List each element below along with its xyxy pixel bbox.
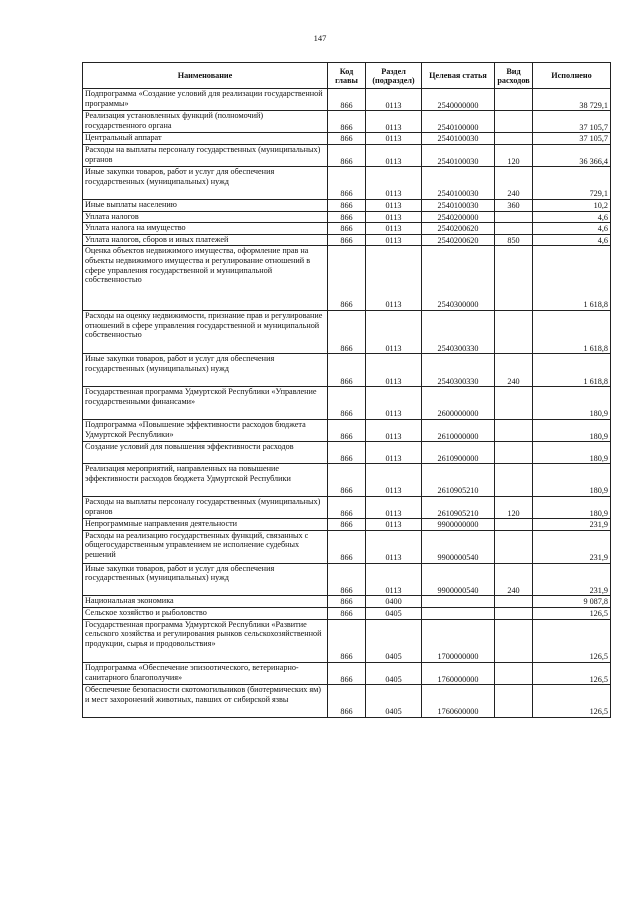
row-razdel-cell: 0405 [366,608,422,620]
row-celevaya-cell: 2540200620 [422,223,495,235]
row-celevaya-cell: 2540300330 [422,310,495,353]
table-body [83,89,611,718]
row-vid-cell [495,133,533,145]
row-celevaya-cell: 9900000000 [422,519,495,531]
table-row [83,563,611,596]
table-row [83,144,611,166]
row-celevaya-cell: 9900000540 [422,530,495,563]
row-celevaya-cell: 2600000000 [422,387,495,420]
row-vid-cell [495,619,533,662]
row-razdel-cell: 0113 [366,199,422,211]
row-name-cell: Иные выплаты населению [83,199,328,211]
row-vid-cell [495,111,533,133]
row-celevaya-cell: 1760600000 [422,685,495,718]
row-celevaya-cell: 2610905210 [422,464,495,497]
row-vid-cell [495,663,533,685]
row-ispolneno-cell: 231,9 [533,519,611,531]
row-ispolneno-cell: 9 087,8 [533,596,611,608]
table-row [83,464,611,497]
row-kod-cell: 866 [328,519,366,531]
row-celevaya-cell: 1700000000 [422,619,495,662]
row-name-cell: Расходы на реализацию государственных функций, связанных с общегосударственным управлением не исполнение судебных решений [83,530,328,563]
row-ispolneno-cell: 180,9 [533,387,611,420]
row-razdel-cell: 0405 [366,619,422,662]
row-celevaya-cell: 2540000000 [422,89,495,111]
row-ispolneno-cell: 37 105,7 [533,111,611,133]
row-name-cell: Расходы на оценку недвижимости, признание прав и регулирование отношений в сфере управления государственной и муниципальной собственностью [83,310,328,353]
row-celevaya-cell [422,596,495,608]
row-name-cell: Государственная программа Удмуртской Республики «Управление государственными финансами» [83,387,328,420]
row-celevaya-cell: 2540100030 [422,144,495,166]
row-kod-cell: 866 [328,464,366,497]
table-row [83,310,611,353]
table-row [83,111,611,133]
row-name-cell: Центральный аппарат [83,133,328,145]
row-vid-cell [495,211,533,223]
row-vid-cell [495,223,533,235]
row-celevaya-cell: 1760000000 [422,663,495,685]
row-vid-cell [495,685,533,718]
row-razdel-cell: 0113 [366,144,422,166]
row-ispolneno-cell: 126,5 [533,619,611,662]
row-kod-cell: 866 [328,663,366,685]
table-header-row [83,63,611,89]
row-name-cell: Расходы на выплаты персоналу государственных (муниципальных) органов [83,144,328,166]
table-row [83,89,611,111]
row-name-cell: Реализация мероприятий, направленных на повышение эффективности расходов бюджета Удмуртской Республики [83,464,328,497]
row-name-cell: Непрограммные направления деятельности [83,519,328,531]
row-razdel-cell: 0113 [366,497,422,519]
row-razdel-cell: 0113 [366,167,422,200]
row-razdel-cell: 0113 [366,89,422,111]
row-vid-cell: 240 [495,354,533,387]
row-celevaya-cell: 2610000000 [422,419,495,441]
row-razdel-cell: 0113 [366,234,422,246]
row-vid-cell [495,608,533,620]
row-celevaya-cell: 2540100030 [422,199,495,211]
row-name-cell: Подпрограмма «Повышение эффективности расходов бюджета Удмуртской Республики» [83,419,328,441]
row-ispolneno-cell: 126,5 [533,663,611,685]
row-vid-cell [495,419,533,441]
row-razdel-cell: 0113 [366,519,422,531]
row-razdel-cell: 0113 [366,133,422,145]
row-kod-cell: 866 [328,619,366,662]
row-ispolneno-cell: 231,9 [533,563,611,596]
row-vid-cell: 850 [495,234,533,246]
row-name-cell: Обеспечение безопасности скотомогильников (биотермических ям) и мест захоронений животных, павших от сибирской язвы [83,685,328,718]
row-name-cell: Создание условий для повышения эффективности расходов [83,442,328,464]
row-name-cell: Подпрограмма «Создание условий для реализации государственной программы» [83,89,328,111]
table-row [83,497,611,519]
table-row [83,608,611,620]
row-name-cell: Расходы на выплаты персоналу государственных (муниципальных) органов [83,497,328,519]
header-vid: Вид расходов [495,63,533,89]
row-ispolneno-cell: 37 105,7 [533,133,611,145]
row-razdel-cell: 0113 [366,442,422,464]
row-kod-cell: 866 [328,234,366,246]
row-ispolneno-cell: 10,2 [533,199,611,211]
table-row [83,596,611,608]
table-row [83,530,611,563]
row-vid-cell: 120 [495,497,533,519]
row-vid-cell: 360 [495,199,533,211]
row-ispolneno-cell: 38 729,1 [533,89,611,111]
row-celevaya-cell: 2610905210 [422,497,495,519]
row-vid-cell [495,464,533,497]
row-kod-cell: 866 [328,563,366,596]
row-razdel-cell: 0113 [366,310,422,353]
row-celevaya-cell: 2540300330 [422,354,495,387]
row-name-cell: Иные закупки товаров, работ и услуг для обеспечения государственных (муниципальных) нужд [83,167,328,200]
row-celevaya-cell: 2540100030 [422,167,495,200]
row-kod-cell: 866 [328,442,366,464]
row-razdel-cell: 0405 [366,663,422,685]
row-vid-cell [495,530,533,563]
row-vid-cell [495,519,533,531]
table-row [83,211,611,223]
row-razdel-cell: 0113 [366,246,422,311]
table-row [83,685,611,718]
row-name-cell: Государственная программа Удмуртской Республики «Развитие сельского хозяйства и регулирования рынков сельскохозяйственной продукции, сырья и продовольствия» [83,619,328,662]
row-razdel-cell: 0400 [366,596,422,608]
row-kod-cell: 866 [328,419,366,441]
header-name: Наименование [83,63,328,89]
row-kod-cell: 866 [328,144,366,166]
row-ispolneno-cell: 1 618,8 [533,310,611,353]
row-name-cell: Национальная экономика [83,596,328,608]
row-vid-cell [495,442,533,464]
row-kod-cell: 866 [328,608,366,620]
row-kod-cell: 866 [328,685,366,718]
table-row [83,419,611,441]
table-row [83,167,611,200]
row-name-cell: Уплата налогов [83,211,328,223]
row-kod-cell: 866 [328,387,366,420]
row-name-cell: Реализация установленных функций (полномочий) государственного органа [83,111,328,133]
row-razdel-cell: 0113 [366,223,422,235]
row-kod-cell: 866 [328,246,366,311]
row-ispolneno-cell: 180,9 [533,464,611,497]
row-vid-cell [495,310,533,353]
row-kod-cell: 866 [328,310,366,353]
row-kod-cell: 866 [328,530,366,563]
table-row [83,619,611,662]
budget-execution-table [82,62,611,718]
row-name-cell: Сельское хозяйство и рыболовство [83,608,328,620]
row-kod-cell: 866 [328,596,366,608]
row-vid-cell [495,387,533,420]
header-razdel: Раздел (подраздел) [366,63,422,89]
table-row [83,354,611,387]
row-ispolneno-cell: 4,6 [533,223,611,235]
row-kod-cell: 866 [328,354,366,387]
row-kod-cell: 866 [328,167,366,200]
row-celevaya-cell: 2540100000 [422,111,495,133]
row-vid-cell [495,89,533,111]
row-name-cell: Подпрограмма «Обеспечение эпизоотического, ветеринарно-санитарного благополучия» [83,663,328,685]
row-kod-cell: 866 [328,199,366,211]
row-name-cell: Уплата налогов, сборов и иных платежей [83,234,328,246]
table-row [83,387,611,420]
row-ispolneno-cell: 36 366,4 [533,144,611,166]
row-razdel-cell: 0113 [366,354,422,387]
row-ispolneno-cell: 180,9 [533,419,611,441]
row-celevaya-cell [422,608,495,620]
row-name-cell: Оценка объектов недвижимого имущества, оформление прав на объекты недвижимого имущества и регулирование отношений в сфере управления государственной и муниципальной собственностью [83,246,328,311]
row-kod-cell: 866 [328,111,366,133]
row-razdel-cell: 0113 [366,530,422,563]
row-vid-cell [495,596,533,608]
row-ispolneno-cell: 729,1 [533,167,611,200]
row-razdel-cell: 0113 [366,211,422,223]
row-celevaya-cell: 2540200000 [422,211,495,223]
row-ispolneno-cell: 180,9 [533,497,611,519]
row-celevaya-cell: 9900000540 [422,563,495,596]
row-celevaya-cell: 2540200620 [422,234,495,246]
row-ispolneno-cell: 1 618,8 [533,246,611,311]
row-kod-cell: 866 [328,133,366,145]
row-ispolneno-cell: 4,6 [533,234,611,246]
table-row [83,133,611,145]
row-razdel-cell: 0113 [366,387,422,420]
header-ispolneno: Исполнено [533,63,611,89]
row-kod-cell: 866 [328,89,366,111]
row-name-cell: Уплата налога на имущество [83,223,328,235]
table-row [83,519,611,531]
row-ispolneno-cell: 126,5 [533,608,611,620]
header-kod: Код главы [328,63,366,89]
row-kod-cell: 866 [328,211,366,223]
page-number: 147 [313,33,327,43]
row-name-cell: Иные закупки товаров, работ и услуг для обеспечения государственных (муниципальных) нужд [83,354,328,387]
row-vid-cell: 120 [495,144,533,166]
row-vid-cell [495,246,533,311]
row-ispolneno-cell: 231,9 [533,530,611,563]
table-row [83,199,611,211]
row-razdel-cell: 0113 [366,563,422,596]
table-row [83,246,611,311]
row-celevaya-cell: 2610900000 [422,442,495,464]
row-ispolneno-cell: 1 618,8 [533,354,611,387]
table-row [83,223,611,235]
table-row [83,442,611,464]
table-row [83,663,611,685]
row-celevaya-cell: 2540300000 [422,246,495,311]
row-razdel-cell: 0113 [366,419,422,441]
row-name-cell: Иные закупки товаров, работ и услуг для обеспечения государственных (муниципальных) нужд [83,563,328,596]
row-kod-cell: 866 [328,497,366,519]
row-ispolneno-cell: 126,5 [533,685,611,718]
row-ispolneno-cell: 180,9 [533,442,611,464]
table-row [83,234,611,246]
row-kod-cell: 866 [328,223,366,235]
row-vid-cell: 240 [495,167,533,200]
header-celevaya: Целевая статья [422,63,495,89]
row-razdel-cell: 0405 [366,685,422,718]
row-ispolneno-cell: 4,6 [533,211,611,223]
row-razdel-cell: 0113 [366,111,422,133]
row-celevaya-cell: 2540100030 [422,133,495,145]
row-razdel-cell: 0113 [366,464,422,497]
row-vid-cell: 240 [495,563,533,596]
